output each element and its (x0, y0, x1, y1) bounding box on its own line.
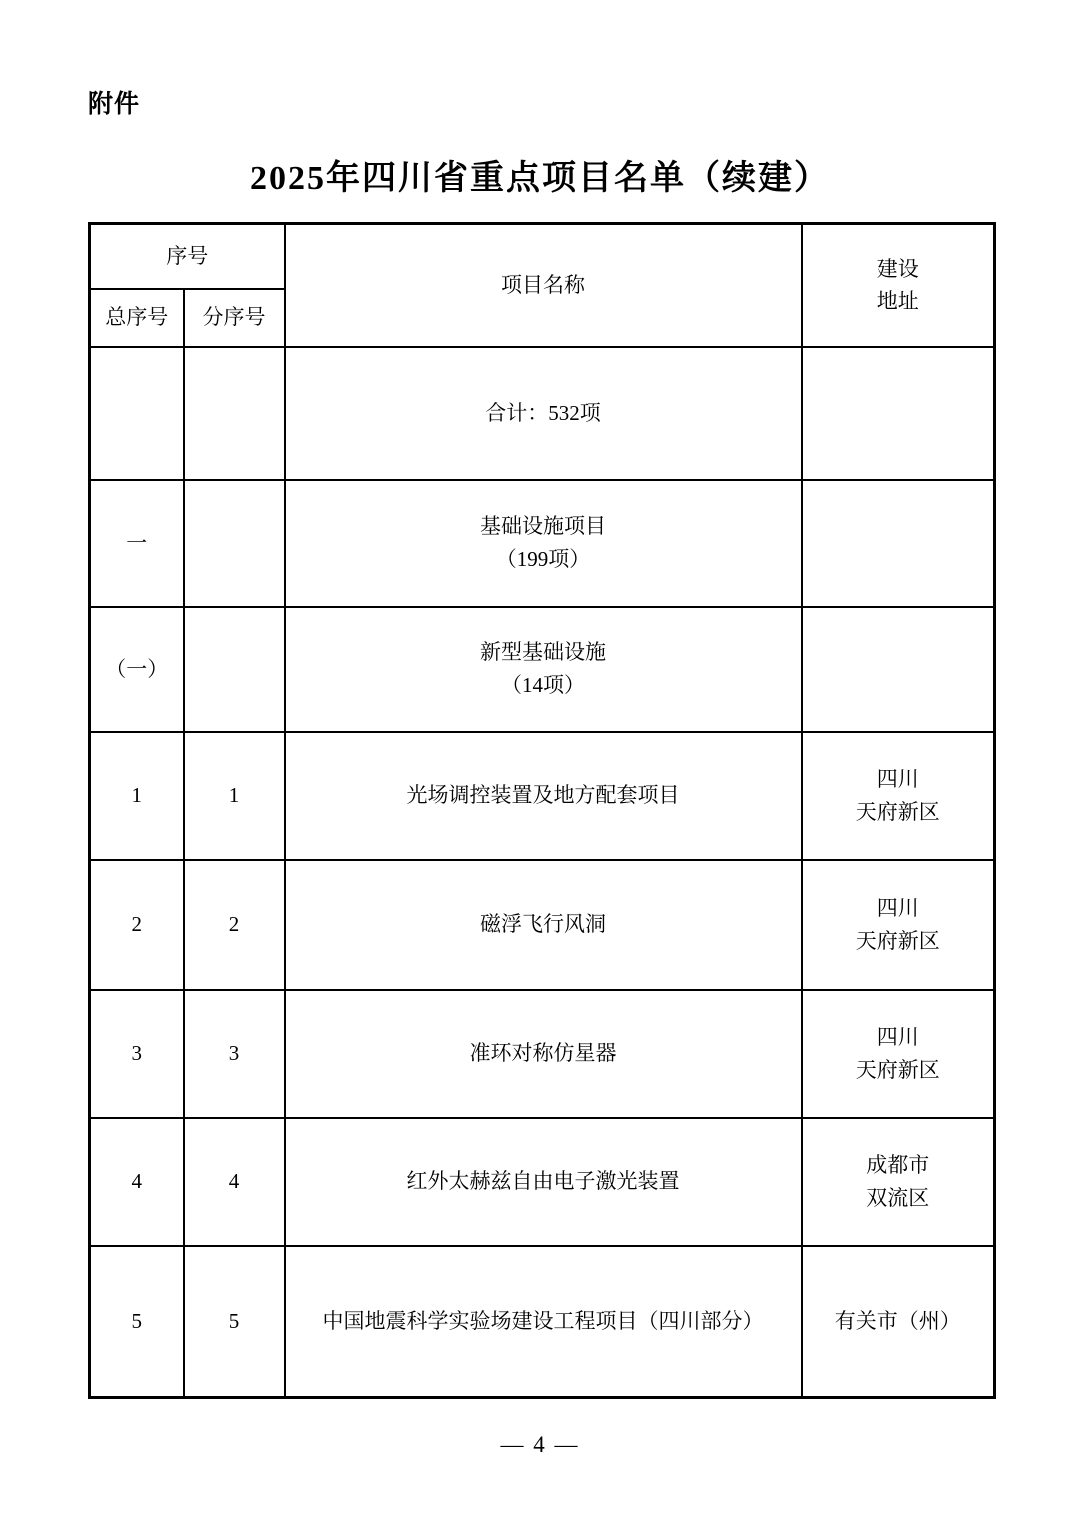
cell-sub-seq-line: 5 (228, 1308, 240, 1333)
col-header-seq-group: 序号 (90, 224, 285, 289)
cell-location (802, 990, 995, 1118)
col-header-location-line: 地址 (876, 289, 919, 314)
cell-project-name-line: （199项） (495, 547, 591, 571)
header-row-seq (90, 224, 995, 289)
table-row (90, 860, 995, 990)
projects-table (88, 222, 996, 1399)
cell-sub-seq-line: 4 (228, 1169, 240, 1194)
page-title: 2025年四川省重点项目名单（续建） (250, 160, 830, 197)
table-row (90, 1118, 995, 1246)
attachment-label: 附件 (88, 90, 141, 118)
cell-project-name-line: 中国地震科学实验场建设工程项目（四川部分） (322, 1308, 764, 1333)
cell-sub-seq (184, 480, 285, 607)
cell-sub-seq-line: 1 (228, 783, 240, 808)
cell-location-line: 天府新区 (855, 1057, 940, 1082)
cell-project-name-line: （14项） (501, 673, 585, 697)
table-row (90, 607, 995, 732)
cell-total-seq (90, 990, 184, 1118)
cell-project-name (285, 860, 802, 990)
cell-sub-seq (184, 1246, 285, 1398)
cell-project-name-line: 红外太赫兹自由电子激光装置 (406, 1169, 680, 1194)
cell-project-name-line: 新型基础设施 (480, 640, 606, 665)
cell-location (802, 1118, 995, 1246)
cell-total-seq-line: 4 (131, 1169, 142, 1194)
table-row (90, 1246, 995, 1398)
cell-project-name-line: 基础设施项目 (480, 514, 606, 539)
table-header (90, 224, 995, 347)
col-header-sub-seq: 分序号 (184, 289, 285, 347)
cell-total-seq-line: （一） (105, 656, 169, 681)
cell-total-seq (90, 347, 184, 480)
cell-location (802, 732, 995, 860)
table-row (90, 480, 995, 607)
col-header-location-line: 建设 (876, 256, 919, 281)
cell-total-seq (90, 607, 184, 732)
cell-total-seq (90, 732, 184, 860)
cell-location-line: 四川 (876, 895, 919, 920)
table-row (90, 347, 995, 480)
cell-total-seq (90, 480, 184, 607)
cell-project-name (285, 732, 802, 860)
cell-total-seq (90, 1118, 184, 1246)
cell-project-name (285, 480, 802, 607)
cell-project-name (285, 1246, 802, 1398)
cell-location-line: 天府新区 (855, 799, 940, 824)
table-row (90, 990, 995, 1118)
cell-total-seq-line: 3 (131, 1041, 142, 1066)
cell-project-name-line: 合计：532项 (485, 400, 601, 425)
cell-total-seq (90, 1246, 184, 1398)
col-header-location (802, 224, 995, 347)
cell-total-seq-line: 1 (131, 783, 142, 808)
cell-location (802, 1246, 995, 1398)
cell-location (802, 607, 995, 732)
cell-project-name-line: 光场调控装置及地方配套项目 (406, 783, 680, 808)
table-row (90, 732, 995, 860)
cell-project-name (285, 607, 802, 732)
cell-project-name-line: 准环对称仿星器 (469, 1041, 617, 1066)
cell-project-name-line: 磁浮飞行风洞 (480, 912, 606, 937)
cell-location-line: 四川 (876, 1024, 919, 1049)
col-header-project-name: 项目名称 (285, 224, 802, 347)
cell-location (802, 347, 995, 480)
cell-sub-seq (184, 607, 285, 732)
cell-total-seq-line: 5 (131, 1308, 142, 1333)
cell-total-seq-line: 一 (126, 530, 148, 555)
cell-total-seq (90, 860, 184, 990)
page-number: — 4 — (500, 1432, 580, 1457)
table-body (90, 347, 995, 1398)
cell-project-name (285, 990, 802, 1118)
cell-location-line: 双流区 (866, 1185, 930, 1210)
cell-project-name (285, 347, 802, 480)
cell-sub-seq (184, 347, 285, 480)
col-header-total-seq: 总序号 (90, 289, 184, 347)
cell-total-seq-line: 2 (131, 912, 142, 937)
cell-location-line: 成都市 (866, 1152, 930, 1177)
cell-sub-seq (184, 732, 285, 860)
cell-sub-seq (184, 990, 285, 1118)
cell-sub-seq-line: 2 (228, 912, 240, 937)
cell-project-name (285, 1118, 802, 1246)
cell-sub-seq (184, 1118, 285, 1246)
cell-location-line: 有关市（州） (834, 1308, 961, 1333)
cell-sub-seq (184, 860, 285, 990)
cell-location (802, 480, 995, 607)
cell-location-line: 四川 (876, 766, 919, 791)
cell-location (802, 860, 995, 990)
cell-sub-seq-line: 3 (228, 1041, 240, 1066)
cell-location-line: 天府新区 (855, 928, 940, 953)
